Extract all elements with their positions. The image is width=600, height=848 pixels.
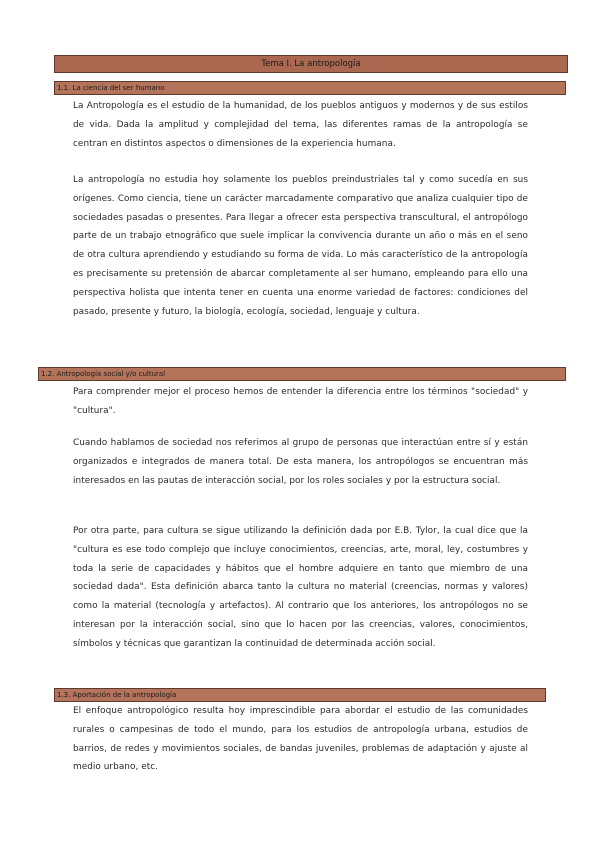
- page-title: Tema I. La antropología: [54, 55, 568, 73]
- paragraph: La antropología no estudia hoy solamente los pueblos preindustriales tal y como sucedía en sus orígenes. Como ciencia, tiene un carácter marcadamente comparativo que analiza cualquier tipo de sociedades pasadas o presentes. Para llegar a ofrecer esta perspectiva transcultural, el antropólogo parte de un trabajo etnográfico que suele implicar la convivencia durante un año o más en el seno de otra cultura aprendiendo y estudiando su forma de vida. Lo más característico de la antropología es precisamente su pretensión de abarcar completamente al ser humano, empleando para ello una perspectiva holista que intenta tener en cuenta una enorme variedad de factores: condiciones del pasado, presente y futuro, la biología, ecología, sociedad, lenguaje y cultura.: [73, 175, 528, 317]
- paragraph: Para comprender mejor el proceso hemos de entender la diferencia entre los términos "sociedad" y "cultura".: [73, 387, 528, 416]
- paragraph: La Antropología es el estudio de la humanidad, de los pueblos antiguos y modernos y de sus estilos de vida. Dada la amplitud y complejidad del tema, las diferentes ramas de la antropología se centran en distintos aspectos o dimensiones de la experiencia humana.: [73, 101, 528, 149]
- paragraph: El enfoque antropológico resulta hoy imprescindible para abordar el estudio de las comunidades rurales o campesinas de todo el mundo, para los estudios de antropología urbana, estudios de barrios, de redes y movimientos sociales, de bandas juveniles, problemas de adaptación y ajuste al medio urbano, etc.: [73, 706, 528, 773]
- paragraph: Cuando hablamos de sociedad nos referimos al grupo de personas que interactúan entre sí y están organizados e integrados de manera total. De esta manera, los antropólogos se encuentran más interesados en las pautas de interacción social, por los roles sociales y por la estructura social.: [73, 438, 528, 486]
- section-heading-1-1: 1.1. La ciencia del ser humano: [54, 81, 566, 95]
- section-heading-1-2: 1.2. Antropología social y/o cultural: [38, 367, 566, 381]
- section-heading-1-3: 1.3. Aportación de la antropología: [54, 688, 546, 702]
- paragraph: Por otra parte, para cultura se sigue utilizando la definición dada por E.B. Tylor, la cual dice que la "cultura es ese todo complejo que incluye conocimientos, creencias, arte, moral, ley, costumbres y toda la serie de capacidades y hábitos que el hombre adquiere en tanto que miembro de una sociedad dada". Esta definición abarca tanto la cultura no material (creencias, normas y valores) como la material (tecnología y artefactos). Al contrario que los anteriores, los antropólogos no se interesan por la interacción social, sino que lo hacen por las creencias, valores, conocimientos, símbolos y técnicas que garantizan la continuidad de determinada acción social.: [73, 526, 528, 649]
